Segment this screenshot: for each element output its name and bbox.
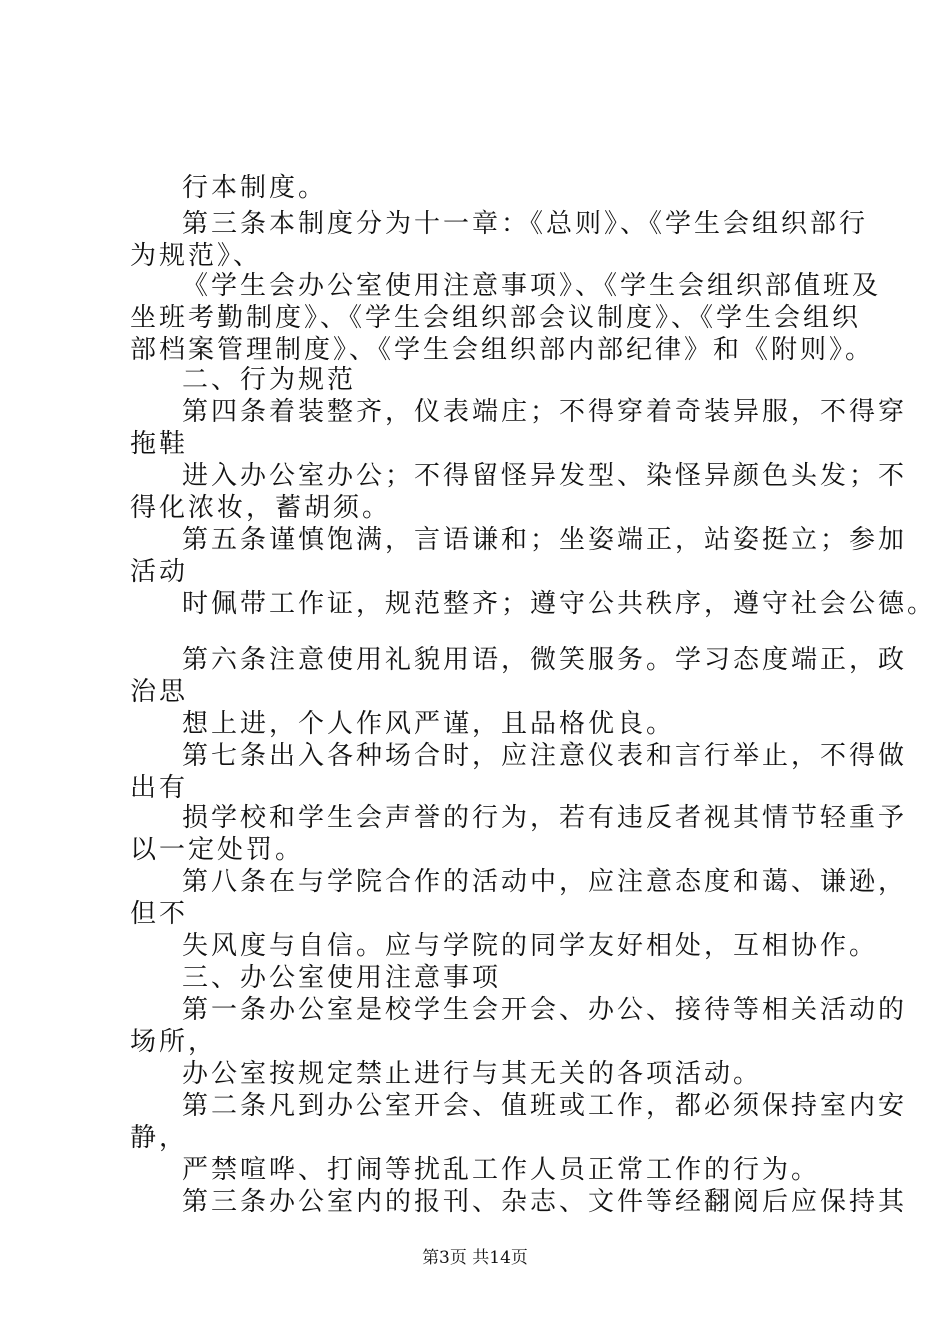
text-line: 为规范》、 — [130, 241, 263, 271]
text-line: 失风度与自信。应与学院的同学友好相处，互相协作。 — [182, 931, 879, 961]
text-line: 办公室按规定禁止进行与其无关的各项活动。 — [182, 1059, 763, 1089]
text-line: 进入办公室办公；不得留怪异发型、染怪异颜色头发；不 — [182, 461, 908, 491]
text-line: 第三条本制度分为十一章：《总则》、《学生会组织部行 — [182, 209, 869, 239]
text-line: 治思 — [130, 677, 189, 707]
section-heading: 三、办公室使用注意事项 — [182, 963, 502, 993]
section-heading: 二、行为规范 — [182, 365, 357, 395]
text-line: 《学生会办公室使用注意事项》、《学生会组织部值班及 — [182, 271, 882, 301]
text-line: 第五条谨慎饱满，言语谦和；坐姿端正，站姿挺立；参加 — [182, 525, 908, 555]
text-line: 出有 — [130, 773, 189, 803]
text-line: 场所， — [130, 1027, 218, 1057]
text-line: 时佩带工作证，规范整齐；遵守公共秩序，遵守社会公德。 — [182, 589, 937, 619]
text-line: 第六条注意使用礼貌用语，微笑服务。学习态度端正，政 — [182, 645, 908, 675]
text-line: 想上进，个人作风严谨，且品格优良。 — [182, 709, 676, 739]
text-line: 但不 — [130, 899, 189, 929]
text-line: 严禁喧哗、打闹等扰乱工作人员正常工作的行为。 — [182, 1155, 821, 1185]
page-footer: 第3页 共14页 — [422, 1248, 528, 1268]
text-line: 第七条出入各种场合时，应注意仪表和言行举止，不得做 — [182, 741, 908, 771]
text-line: 第八条在与学院合作的活动中，应注意态度和蔼、谦逊， — [182, 867, 908, 897]
text-line: 第四条着装整齐，仪表端庄；不得穿着奇装异服，不得穿 — [182, 397, 908, 427]
text-line: 行本制度。 — [182, 173, 328, 203]
text-line: 得化浓妆，蓄胡须。 — [130, 493, 392, 523]
text-line: 第二条凡到办公室开会、值班或工作，都必须保持室内安 — [182, 1091, 908, 1121]
text-line: 第一条办公室是校学生会开会、办公、接待等相关活动的 — [182, 995, 908, 1025]
text-line: 拖鞋 — [130, 429, 189, 459]
text-line: 活动 — [130, 557, 189, 587]
text-line: 第三条办公室内的报刊、杂志、文件等经翻阅后应保持其 — [182, 1187, 908, 1217]
text-line: 坐班考勤制度》、《学生会组织部会议制度》、《学生会组织 — [130, 303, 862, 333]
text-line: 以一定处罚。 — [130, 835, 305, 865]
text-line: 损学校和学生会声誉的行为，若有违反者视其情节轻重予 — [182, 803, 908, 833]
text-line: 静， — [130, 1123, 189, 1153]
text-line: 部档案管理制度》、《学生会组织部内部纪律》和《附则》。 — [130, 335, 875, 365]
